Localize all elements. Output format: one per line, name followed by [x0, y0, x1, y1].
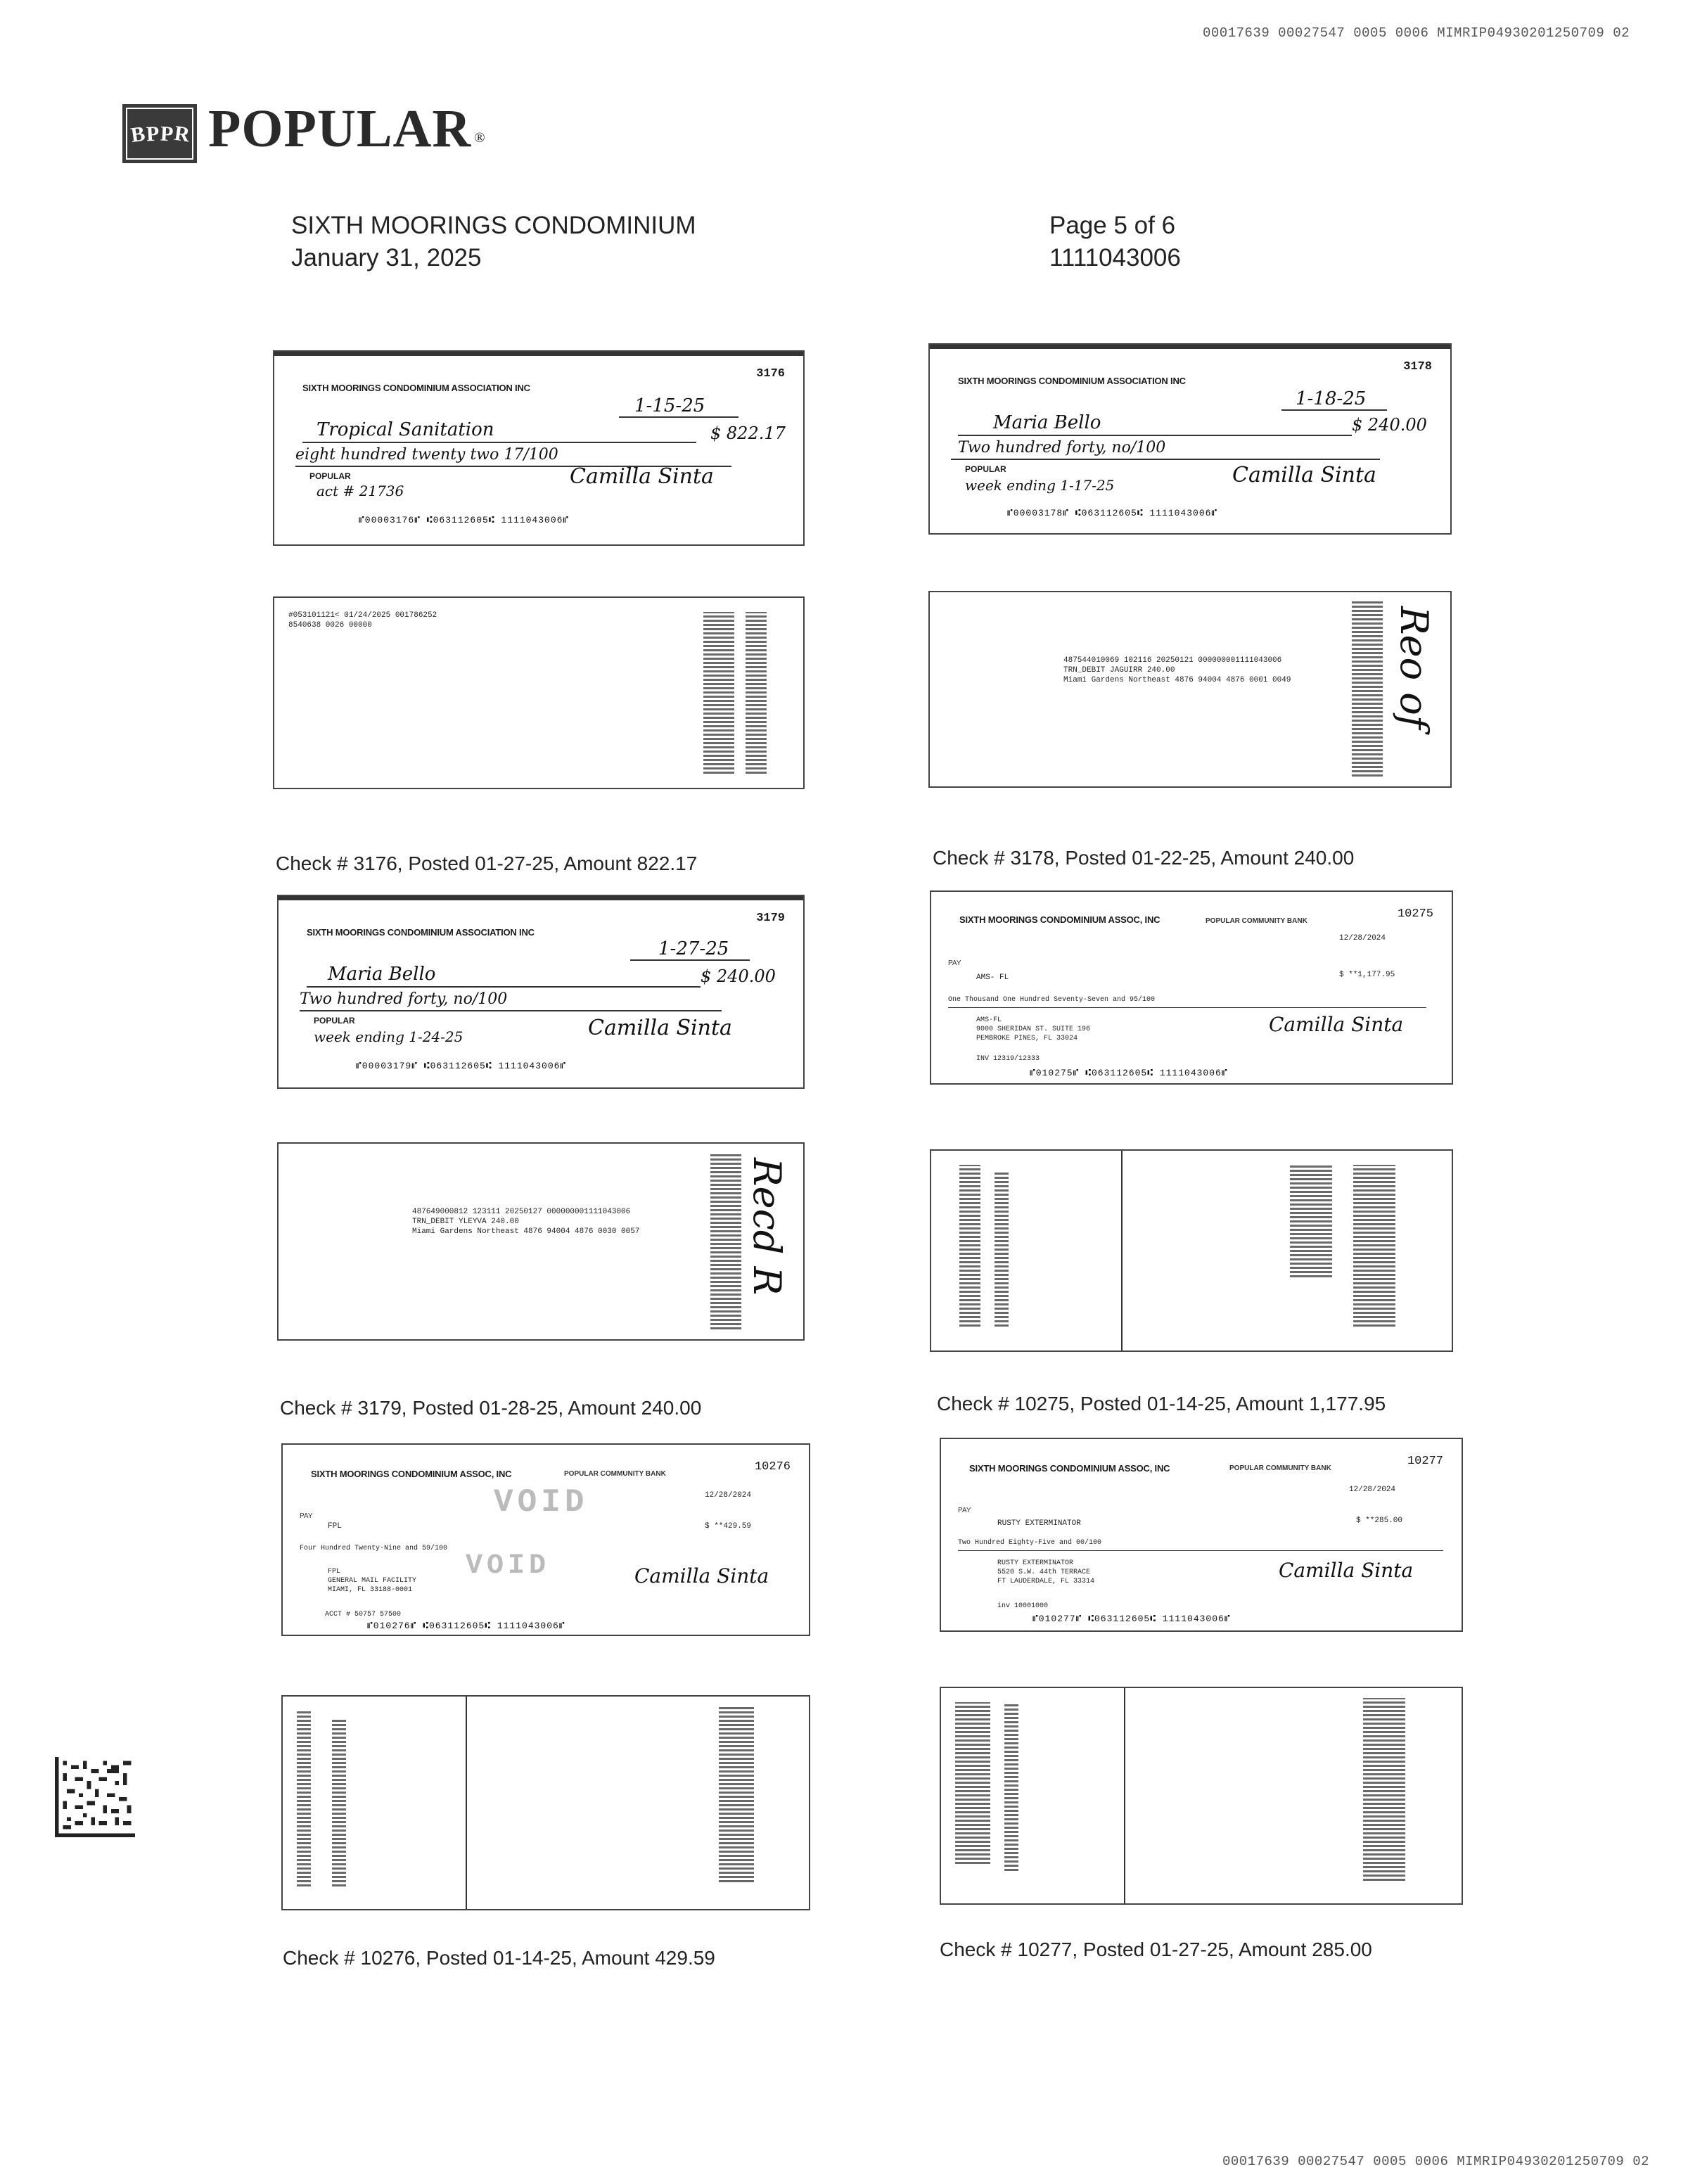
check-signature: Camilla Sinta	[634, 1564, 769, 1588]
check-payee-address: AMS-FL 9000 SHERIDAN ST. SUITE 196 PEMBROKE PINES, FL 33024	[976, 1016, 1091, 1042]
check-caption: Check # 10276, Posted 01-14-25, Amount 429.59	[283, 1947, 715, 1969]
check-caption: Check # 10275, Posted 01-14-25, Amount 1,177.95	[937, 1393, 1386, 1415]
account-header	[291, 210, 696, 274]
check-micr: ⑈010277⑈ ⑆063112605⑆ 1111043006⑈	[1032, 1614, 1231, 1624]
check-memo: week ending 1-17-25	[965, 477, 1115, 494]
check-amount: $ **285.00	[1356, 1516, 1403, 1525]
check-payer: SIXTH MOORINGS CONDOMINIUM ASSOCIATION INC	[307, 927, 535, 938]
check-bank: POPULAR	[309, 471, 351, 481]
check-payer: SIXTH MOORINGS CONDOMINIUM ASSOCIATION INC	[958, 376, 1186, 386]
check-bank-name: POPULAR COMMUNITY BANK	[1206, 917, 1307, 925]
check-number: 10277	[1407, 1455, 1443, 1468]
account-number: 1111043006	[1049, 244, 1181, 272]
check-payee: Maria Bello	[328, 964, 436, 985]
check-caption: Check # 3176, Posted 01-27-25, Amount 822.17	[276, 852, 698, 874]
check-front	[273, 350, 805, 546]
check-amount-words: Two Hundred Eighty-Five and 00/100	[958, 1539, 1102, 1547]
check-date: 1-18-25	[1296, 388, 1367, 409]
check-back	[281, 1695, 810, 1910]
check-payee: FPL	[328, 1522, 342, 1531]
page-info	[1049, 210, 1181, 274]
check-bank: POPULAR	[965, 464, 1006, 474]
svg-text:R: R	[172, 121, 191, 147]
check-micr: ⑈00003179⑈ ⑆063112605⑆ 1111043006⑈	[356, 1061, 567, 1071]
check-front	[928, 343, 1452, 535]
check-amount: $ **429.59	[705, 1522, 752, 1531]
check-bank-name: POPULAR COMMUNITY BANK	[1229, 1464, 1331, 1472]
check-signature: Camilla Sinta	[1232, 463, 1376, 487]
statement-date: January 31, 2025	[291, 244, 482, 272]
check-signature: Camilla Sinta	[1279, 1559, 1414, 1582]
check-memo: week ending 1-24-25	[314, 1028, 463, 1045]
check-back	[928, 591, 1452, 788]
check-date: 12/28/2024	[1349, 1486, 1396, 1494]
check-endorsement-text: 487649000812 123111 20250127 000000001111043006 TRN_DEBIT YLEYVA 240.00 Miami Gardens Northeast 4876 94004 4876 0030 0057	[412, 1208, 640, 1236]
check-caption: Check # 10277, Posted 01-27-25, Amount 285.00	[940, 1939, 1372, 1960]
check-micr: ⑈010276⑈ ⑆063112605⑆ 1111043006⑈	[367, 1621, 565, 1631]
check-front	[930, 890, 1453, 1085]
check-caption: Check # 3178, Posted 01-22-25, Amount 240.00	[933, 847, 1355, 869]
check-payee: RUSTY EXTERMINATOR	[997, 1519, 1081, 1528]
check-amount: $ 240.00	[701, 966, 776, 986]
check-amount-words: Four Hundred Twenty-Nine and 59/100	[300, 1545, 448, 1552]
check-amount: $ 822.17	[710, 423, 786, 443]
check-amount: $ **1,177.95	[1339, 971, 1395, 979]
check-payee-address: FPL GENERAL MAIL FACILITY MIAMI, FL 33188-0001	[328, 1568, 417, 1594]
void-watermark: VOID	[466, 1550, 551, 1582]
svg-text:P: P	[146, 122, 160, 146]
check-signature: Camilla Sinta	[588, 1016, 732, 1040]
check-payee: AMS- FL	[976, 973, 1009, 982]
check-endorsement-text: 487544010069 102116 20250121 000000001111043006 TRN_DEBIT JAGUIRR 240.00 Miami Gardens Northeast 4876 94004 4876 0001 0049	[1063, 656, 1291, 684]
check-amount: $ 240.00	[1352, 415, 1427, 435]
check-back	[273, 596, 805, 789]
check-signature: Camilla Sinta	[570, 464, 714, 489]
account-name: SIXTH MOORINGS CONDOMINIUM	[291, 212, 696, 239]
pay-label: PAY	[948, 959, 961, 967]
check-number: 10276	[754, 1460, 791, 1474]
svg-text:P: P	[160, 122, 174, 146]
page-number: Page 5 of 6	[1049, 212, 1176, 239]
pay-label: PAY	[300, 1512, 313, 1520]
check-payee: Tropical Sanitation	[316, 419, 494, 440]
check-front	[940, 1438, 1463, 1632]
check-front	[277, 895, 805, 1089]
check-caption: Check # 3179, Posted 01-28-25, Amount 240.00	[280, 1397, 702, 1419]
pay-label: PAY	[958, 1507, 971, 1514]
check-memo: INV 12319/12333	[976, 1055, 1040, 1063]
void-watermark: VOID	[494, 1484, 589, 1521]
check-bank: POPULAR	[314, 1016, 355, 1026]
check-bank-name: POPULAR COMMUNITY BANK	[564, 1470, 666, 1478]
check-endorsement-text: #053101121< 01/24/2025 001786252 8540638 0026 00000	[288, 611, 437, 630]
check-date: 1-27-25	[658, 938, 729, 959]
check-endorsement-signature: Recd R	[745, 1158, 789, 1296]
barcode-icon	[55, 1757, 135, 1837]
check-micr: ⑈010275⑈ ⑆063112605⑆ 1111043006⑈	[1030, 1068, 1228, 1078]
check-payer: SIXTH MOORINGS CONDOMINIUM ASSOC, INC	[311, 1469, 512, 1479]
check-number: 3176	[756, 367, 785, 381]
check-date: 12/28/2024	[1339, 934, 1386, 943]
check-memo: act # 21736	[316, 483, 404, 499]
check-amount-words: One Thousand One Hundred Seventy-Seven and 95/100	[948, 996, 1156, 1004]
check-payer: SIXTH MOORINGS CONDOMINIUM ASSOC, INC	[969, 1463, 1170, 1474]
document-code-bottom: 00017639 00027547 0005 0006 MIMRIP04930201250709 02	[1222, 2154, 1649, 2169]
check-date: 1-15-25	[634, 395, 705, 416]
check-payer: SIXTH MOORINGS CONDOMINIUM ASSOCIATION INC	[302, 383, 530, 393]
check-endorsement-signature: Reo of	[1392, 606, 1436, 729]
popular-logo: POPULAR ®	[208, 99, 486, 158]
svg-text:B: B	[129, 122, 147, 148]
popular-logo-mark-icon	[121, 103, 198, 165]
check-front	[281, 1443, 810, 1636]
check-payee-address: RUSTY EXTERMINATOR 5520 S.W. 44th TERRACE FT LAUDERDALE, FL 33314	[997, 1559, 1095, 1585]
check-back	[277, 1142, 805, 1341]
check-micr: ⑈00003176⑈ ⑆063112605⑆ 1111043006⑈	[359, 515, 570, 525]
check-amount-words: eight hundred twenty two 17/100	[295, 446, 558, 464]
check-back	[930, 1149, 1453, 1352]
check-memo: inv 10001000	[997, 1602, 1049, 1610]
check-back	[940, 1687, 1463, 1905]
check-amount-words: Two hundred forty, no/100	[300, 990, 508, 1008]
check-memo: ACCT # 50757 57500	[325, 1611, 402, 1618]
check-micr: ⑈00003178⑈ ⑆063112605⑆ 1111043006⑈	[1007, 508, 1218, 518]
check-payee: Maria Bello	[993, 412, 1101, 433]
document-code-top: 00017639 00027547 0005 0006 MIMRIP04930201250709 02	[1203, 25, 1630, 41]
check-number: 3179	[756, 912, 785, 925]
check-date: 12/28/2024	[705, 1491, 752, 1500]
check-number: 10275	[1397, 907, 1433, 921]
check-amount-words: Two hundred forty, no/100	[958, 439, 1166, 456]
check-signature: Camilla Sinta	[1269, 1013, 1404, 1036]
check-payer: SIXTH MOORINGS CONDOMINIUM ASSOC, INC	[959, 914, 1160, 925]
check-number: 3178	[1403, 360, 1432, 373]
